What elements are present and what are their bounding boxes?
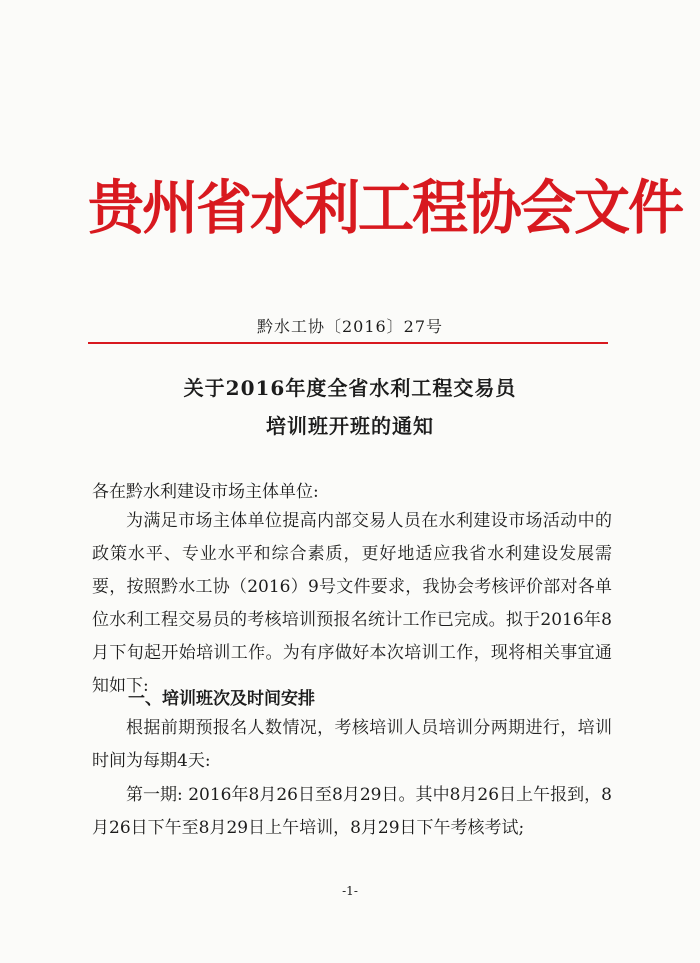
page-number: -1-: [342, 884, 358, 898]
notice-title-line-1: 关于2016年度全省水利工程交易员: [183, 376, 517, 400]
document-number: 黔水工协〔2016〕27号: [256, 317, 444, 336]
body-paragraph-3: 第一期: 2016年8月26日至8月29日。其中8月26日上午报到，8月26日下午至8月29日上午培训，8月29日下午考核考试;: [92, 785, 612, 838]
body-paragraph-2: 根据前期预报名人数情况，考核培训人员培训分两期进行，培训时间为每期4天:: [92, 718, 612, 771]
red-divider-line: [88, 342, 608, 344]
notice-title-line-2: 培训班开班的通知: [266, 414, 434, 438]
organization-header-title: 贵州省水利工程协会文件: [88, 174, 682, 243]
section-heading-1: 一、培训班次及时间安排: [128, 689, 315, 709]
addressee: 各在黔水利建设市场主体单位:: [92, 482, 319, 502]
body-paragraph-1: 为满足市场主体单位提高内部交易人员在水利建设市场活动中的政策水平、专业水平和综合素质，更好地适应我省水利建设发展需要，按照黔水工协（2016）9号文件要求，我协会考核评价部对各单位水利工程交易员的考核培训预报名统计工作已完成。拟于2016年8月下旬起开始培训工作。为有序做好本次培训工作，现将相关事宜通知如下:: [92, 511, 612, 696]
